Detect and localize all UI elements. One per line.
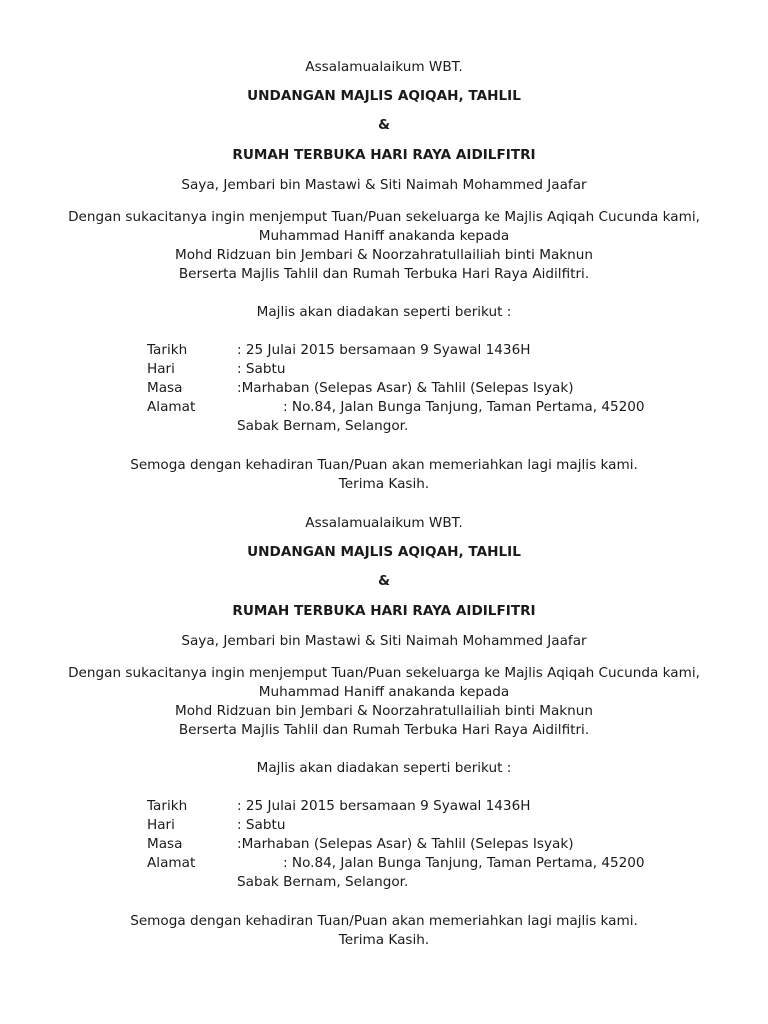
body-line: Berserta Majlis Tahlil dan Rumah Terbuka Hari Raya Aidilfitri. xyxy=(178,266,590,282)
body-line: Mohd Ridzuan bin Jembari & Noorzahratullailiah binti Maknun xyxy=(174,247,594,263)
detail-value: : Sabtu xyxy=(237,361,286,377)
detail-value: Sabak Bernam, Selangor. xyxy=(237,874,409,890)
details-intro: Majlis akan diadakan seperti berikut : xyxy=(256,304,512,320)
detail-value: : No.84, Jalan Bunga Tanjung, Taman Pertama, 45200 xyxy=(283,399,645,415)
title-line-2: RUMAH TERBUKA HARI RAYA AIDILFITRI xyxy=(232,603,536,619)
body-line: Mohd Ridzuan bin Jembari & Noorzahratullailiah binti Maknun xyxy=(174,703,594,719)
body-line: Muhammad Haniff anakanda kepada xyxy=(258,228,510,244)
detail-value: : No.84, Jalan Bunga Tanjung, Taman Pertama, 45200 xyxy=(283,855,645,871)
details-intro: Majlis akan diadakan seperti berikut : xyxy=(256,760,512,776)
detail-value: Sabak Bernam, Selangor. xyxy=(237,418,409,434)
greeting: Assalamualaikum WBT. xyxy=(305,515,463,531)
body-line: Dengan sukacitanya ingin menjemput Tuan/Puan sekeluarga ke Majlis Aqiqah Cucunda kami, xyxy=(68,209,700,225)
title-ampersand: & xyxy=(378,117,390,133)
detail-value: :Marhaban (Selepas Asar) & Tahlil (Selepas Isyak) xyxy=(237,836,574,852)
hosts-line: Saya, Jembari bin Mastawi & Siti Naimah Mohammed Jaafar xyxy=(181,177,587,193)
detail-label: Alamat xyxy=(147,399,196,415)
detail-label: Masa xyxy=(147,836,183,852)
detail-label: Alamat xyxy=(147,855,196,871)
closing-line: Semoga dengan kehadiran Tuan/Puan akan memeriahkan lagi majlis kami. xyxy=(130,913,638,929)
greeting: Assalamualaikum WBT. xyxy=(305,59,463,75)
body-line: Dengan sukacitanya ingin menjemput Tuan/Puan sekeluarga ke Majlis Aqiqah Cucunda kami, xyxy=(68,665,700,681)
detail-value: : Sabtu xyxy=(237,817,286,833)
title-ampersand: & xyxy=(378,573,390,589)
body-line: Muhammad Haniff anakanda kepada xyxy=(258,684,510,700)
closing-line: Terima Kasih. xyxy=(338,932,430,948)
detail-value: : 25 Julai 2015 bersamaan 9 Syawal 1436H xyxy=(237,342,531,358)
detail-value: : 25 Julai 2015 bersamaan 9 Syawal 1436H xyxy=(237,798,531,814)
closing-line: Semoga dengan kehadiran Tuan/Puan akan memeriahkan lagi majlis kami. xyxy=(130,457,638,473)
title-line-2: RUMAH TERBUKA HARI RAYA AIDILFITRI xyxy=(232,147,536,163)
detail-label: Tarikh xyxy=(147,798,188,814)
hosts-line: Saya, Jembari bin Mastawi & Siti Naimah Mohammed Jaafar xyxy=(181,633,587,649)
closing-line: Terima Kasih. xyxy=(338,476,430,492)
detail-label: Hari xyxy=(147,361,175,377)
detail-value: :Marhaban (Selepas Asar) & Tahlil (Selepas Isyak) xyxy=(237,380,574,396)
detail-label: Hari xyxy=(147,817,175,833)
title-line-1: UNDANGAN MAJLIS AQIQAH, TAHLIL xyxy=(247,88,521,104)
title-line-1: UNDANGAN MAJLIS AQIQAH, TAHLIL xyxy=(247,544,521,560)
detail-label: Masa xyxy=(147,380,183,396)
body-line: Berserta Majlis Tahlil dan Rumah Terbuka Hari Raya Aidilfitri. xyxy=(178,722,590,738)
detail-label: Tarikh xyxy=(147,342,188,358)
